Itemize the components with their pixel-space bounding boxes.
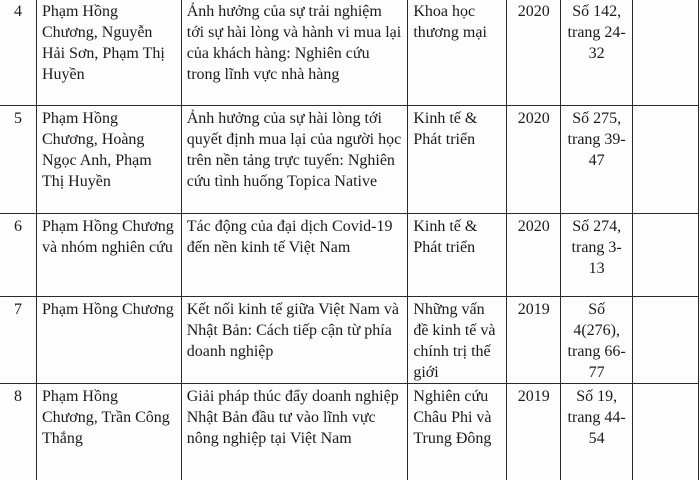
journal-cell: Nghiên cứu Châu Phi và Trung Đông (408, 384, 507, 480)
title-cell: Ảnh hưởng của sự trải nghiệm tới sự hài lòng và hành vi mua lại của khách hàng: Nghiên cứu trong lĩnh vực nhà hàng (181, 0, 408, 106)
title-cell: Ảnh hưởng của sự hài lòng tới quyết định mua lại của người học trên nền tảng trực tuyến: Nghiên cứu tình huống Topica Native (181, 106, 408, 214)
issue-pages-cell: Số 274, trang 3-13 (561, 214, 633, 297)
journal-cell: Kinh tế & Phát triển (408, 106, 507, 214)
author-cell: Phạm Hồng Chương và nhóm nghiên cứu (36, 214, 181, 297)
issue-pages-cell: Số 4(276), trang 66-77 (561, 297, 633, 384)
row-number: 4 (0, 0, 36, 106)
year-cell: 2020 (507, 0, 561, 106)
title-cell: Tác động của đại dịch Covid-19 đến nền kinh tế Việt Nam (181, 214, 408, 297)
row-number: 8 (0, 384, 36, 480)
row-number: 5 (0, 106, 36, 214)
empty-cell (633, 0, 699, 106)
author-cell: Phạm Hồng Chương (36, 297, 181, 384)
empty-cell (633, 106, 699, 214)
table-row (0, 384, 699, 480)
issue-pages-cell: Số 142, trang 24-32 (561, 0, 633, 106)
table-row (0, 214, 699, 297)
title-cell: Kết nối kinh tế giữa Việt Nam và Nhật Bản: Cách tiếp cận từ phía doanh nghiệp (181, 297, 408, 384)
row-number: 6 (0, 214, 36, 297)
table-row (0, 297, 699, 384)
year-cell: 2020 (507, 214, 561, 297)
issue-pages-cell: Số 19, trang 44-54 (561, 384, 633, 480)
empty-cell (633, 297, 699, 384)
author-cell: Phạm Hồng Chương, Trần Công Thắng (36, 384, 181, 480)
year-cell: 2019 (507, 297, 561, 384)
year-cell: 2020 (507, 106, 561, 214)
table-row (0, 106, 699, 214)
journal-cell: Những vấn đề kinh tế và chính trị thế giới (408, 297, 507, 384)
empty-cell (633, 214, 699, 297)
empty-cell (633, 384, 699, 480)
journal-cell: Khoa học thương mại (408, 0, 507, 106)
row-number: 7 (0, 297, 36, 384)
year-cell: 2019 (507, 384, 561, 480)
table-row (0, 0, 699, 106)
author-cell: Phạm Hồng Chương, Nguyễn Hải Sơn, Phạm Thị Huyền (36, 0, 181, 106)
author-cell: Phạm Hồng Chương, Hoàng Ngọc Anh, Phạm Thị Huyền (36, 106, 181, 214)
journal-cell: Kinh tế & Phát triển (408, 214, 507, 297)
issue-pages-cell: Số 275, trang 39-47 (561, 106, 633, 214)
title-cell: Giải pháp thúc đẩy doanh nghiệp Nhật Bản đầu tư vào lĩnh vực nông nghiệp tại Việt Nam (181, 384, 408, 480)
